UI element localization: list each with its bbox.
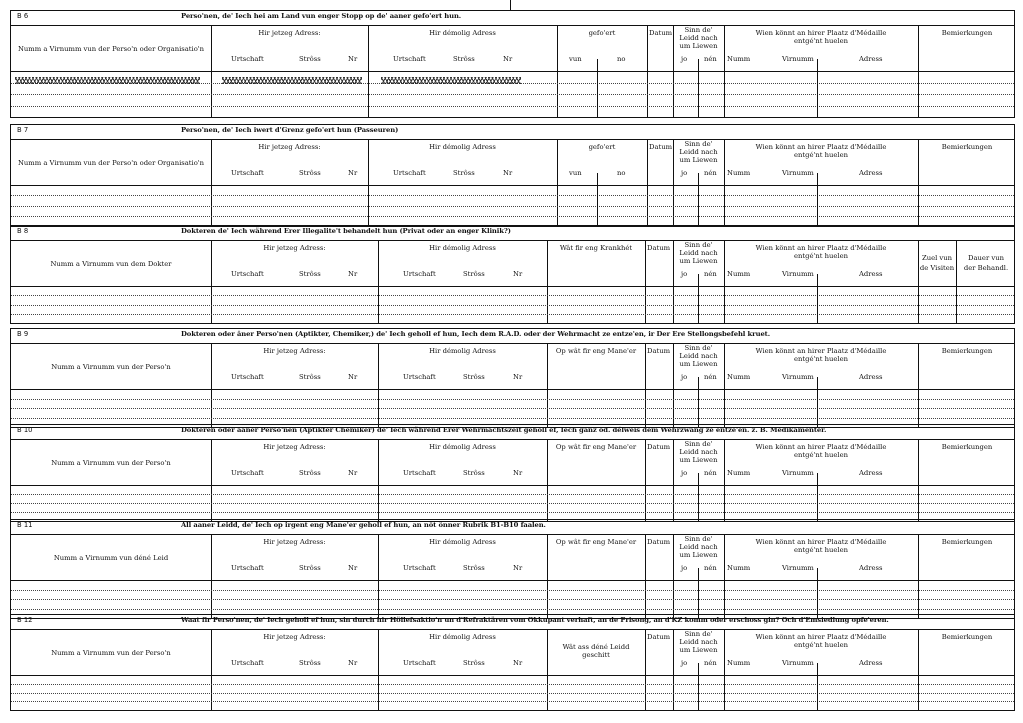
sinn-header-1: Sinn de' (684, 440, 713, 448)
nr-label: Nr (348, 373, 358, 381)
jo-nen-divider (698, 377, 699, 427)
urtschaft-label: Urtschaft (403, 373, 436, 381)
stross-label: Strôss (299, 564, 321, 572)
numm-virnumm-divider (817, 663, 818, 710)
sinn-header-3: um Liewen (679, 646, 718, 654)
section-title: All aaner Leidd, de' Iech op irgent eng Mane'er geholl ef hun, an nöt önner Rubrik B1-B10 faalen. (181, 521, 546, 529)
nr-label: Nr (348, 564, 358, 572)
datum-header: Datum (647, 633, 671, 641)
former-address-header: Hir démolig Adress (429, 347, 496, 355)
entry-line (11, 195, 1014, 196)
jo-nen-divider (698, 663, 699, 710)
entry-line (11, 609, 1014, 610)
name-column-header: Numm a Virnumm vun der Perso'n (51, 363, 171, 371)
column-divider (378, 534, 379, 618)
adress-label: Adress (859, 169, 883, 177)
datum-header: Datum (647, 538, 671, 546)
column-divider (547, 439, 548, 521)
section-header (11, 615, 1014, 630)
section-code: B 7 (17, 126, 29, 134)
nr-label: Nr (513, 564, 523, 572)
medal-header-1: Wien könnt an hirer Plaatz d'Médaille (755, 347, 887, 355)
nr-label: Nr (503, 55, 513, 63)
column-divider (645, 439, 646, 521)
name-column-header: Numm a Virnumm vun der Perso'n (51, 649, 171, 657)
header-separator (11, 71, 1014, 72)
numm-label: Numm (727, 564, 751, 572)
entry-line (11, 590, 1014, 591)
column-divider (918, 439, 919, 521)
registration-tick (510, 0, 511, 10)
nr-label: Nr (348, 469, 358, 477)
crossed-out-entry (15, 77, 200, 84)
urtschaft-label: Urtschaft (403, 659, 436, 667)
entry-line (11, 494, 1014, 495)
entry-line (11, 701, 1014, 702)
medal-header-2: entgé'nt huelen (794, 355, 848, 363)
nen-label: nén (704, 659, 717, 667)
column-divider (211, 343, 212, 427)
numm-label: Numm (727, 169, 751, 177)
sinn-header-2: Leidd nach (679, 34, 718, 42)
section-title: Waat fir Perso'nen, de' Iech geholl ef hun, sin durch hir Höllefsaktio'n un d'Refraktären vom Okkupant verhaft, an de Prisong, an d'KZ komm oder erschoss gin? Och d'Emsiedlung opfe'eren. (181, 616, 889, 624)
urtschaft-label: Urtschaft (231, 564, 264, 572)
name-column-header: Numm a Virnumm vun déné Leid (53, 554, 169, 562)
section-code: B 10 (17, 426, 33, 434)
virnumm-label: Virnumm (782, 469, 814, 477)
remarks-header: Bemierkungen (941, 538, 993, 546)
stross-label: Strôss (299, 270, 321, 278)
section-b9 (10, 328, 1015, 428)
medal-header-1: Wien könnt an hirer Plaatz d'Médaille (755, 29, 887, 37)
datum-header: Datum (649, 143, 673, 151)
stross-label: Strôss (299, 169, 321, 177)
sinn-header-3: um Liewen (679, 551, 718, 559)
method-header: Op wât fir eng Mane'er (555, 347, 637, 355)
entry-line (11, 684, 1014, 685)
header-separator (11, 389, 1014, 390)
section-title: Perso'nen, de' Iech hei am Land vun enger Stopp op de' aaner gefo'ert hun. (181, 12, 462, 20)
column-divider (918, 240, 919, 323)
column-divider (645, 240, 646, 323)
numm-virnumm-divider (817, 274, 818, 323)
jo-nen-divider (698, 473, 699, 521)
virnumm-label: Virnumm (782, 659, 814, 667)
numm-label: Numm (727, 659, 751, 667)
numm-virnumm-divider (817, 377, 818, 427)
stross-label: Strôss (453, 55, 475, 63)
former-address-header: Hir démolig Adress (429, 538, 496, 546)
numm-virnumm-divider (817, 59, 818, 117)
medal-header-2: entgé'nt huelen (794, 252, 848, 260)
jo-nen-divider (698, 274, 699, 323)
column-divider (918, 629, 919, 710)
urtschaft-label: Urtschaft (231, 469, 264, 477)
section-header (11, 125, 1014, 140)
form-sheet (10, 10, 1015, 711)
sinn-header-2: Leidd nach (679, 352, 718, 360)
column-divider (547, 240, 548, 323)
entry-line (11, 599, 1014, 600)
column-divider (645, 629, 646, 710)
sinn-header-1: Sinn de' (684, 535, 713, 543)
name-column-header: Numm a Virnumm vun der Perso'n oder Organisatio'n (17, 159, 205, 167)
header-separator (11, 185, 1014, 186)
virnumm-label: Virnumm (782, 55, 814, 63)
virnumm-label: Virnumm (782, 270, 814, 278)
remarks-header: Bemierkungen (941, 347, 993, 355)
entry-line (11, 206, 1014, 207)
datum-header: Datum (647, 443, 671, 451)
sinn-header-2: Leidd nach (679, 543, 718, 551)
entry-line (11, 693, 1014, 694)
entry-line (11, 295, 1014, 296)
remarks-header: Bemierkungen (941, 633, 993, 641)
former-address-header: Hir démolig Adress (429, 244, 496, 252)
crossed-out-entry (381, 77, 521, 84)
jo-label: jo (681, 270, 688, 278)
method-header: Op wât fir eng Mane'er (555, 443, 637, 451)
jo-label: jo (681, 564, 688, 572)
nr-label: Nr (513, 373, 523, 381)
stross-label: Strôss (299, 373, 321, 381)
entry-line (11, 418, 1014, 419)
entry-line (11, 305, 1014, 306)
stross-label: Strôss (299, 469, 321, 477)
sinn-header-1: Sinn de' (684, 630, 713, 638)
medal-header-2: entgé'nt huelen (794, 151, 848, 159)
gefoert-header: gefo'ert (588, 29, 616, 37)
column-divider (645, 343, 646, 427)
jo-nen-divider (698, 59, 699, 117)
medal-header-2: entgé'nt huelen (794, 641, 848, 649)
urtschaft-label: Urtschaft (231, 659, 264, 667)
name-column-header: Numm a Virnumm vun der Perso'n (51, 459, 171, 467)
visits-header-2: de Visiten (919, 264, 955, 272)
stross-label: Strôss (299, 55, 321, 63)
section-b12 (10, 614, 1015, 711)
current-address-header: Hir jetzeg Adress: (263, 244, 326, 252)
sinn-header-3: um Liewen (679, 360, 718, 368)
stross-label: Strôss (463, 373, 485, 381)
former-address-header: Hir démolig Adress (429, 633, 496, 641)
jo-label: jo (681, 55, 688, 63)
urtschaft-label: Urtschaft (403, 270, 436, 278)
column-divider (378, 240, 379, 323)
urtschaft-label: Urtschaft (393, 55, 426, 63)
stross-label: Strôss (463, 564, 485, 572)
column-divider (211, 534, 212, 618)
what-happened-header: Wât ass déné Leidd (562, 643, 630, 651)
sinn-header-2: Leidd nach (679, 249, 718, 257)
urtschaft-label: Urtschaft (231, 169, 264, 177)
sinn-header-1: Sinn de' (684, 241, 713, 249)
visits-header-1: Zuel vun (921, 254, 953, 262)
jo-nen-divider (698, 568, 699, 618)
section-code: B 12 (17, 616, 33, 624)
sinn-header-2: Leidd nach (679, 448, 718, 456)
urtschaft-label: Urtschaft (231, 373, 264, 381)
current-address-header: Hir jetzeg Adress: (263, 538, 326, 546)
datum-header: Datum (647, 244, 671, 252)
current-address-header: Hir jetzeg Adress: (258, 143, 321, 151)
header-separator (11, 485, 1014, 486)
numm-label: Numm (727, 270, 751, 278)
datum-header: Datum (647, 347, 671, 355)
numm-label: Numm (727, 373, 751, 381)
former-address-header: Hir démolig Adress (429, 143, 496, 151)
numm-virnumm-divider (817, 173, 818, 226)
duration-header-2: der Behandl. (963, 264, 1009, 272)
nr-label: Nr (348, 659, 358, 667)
entry-line (11, 314, 1014, 315)
medal-header-1: Wien könnt an hirer Plaatz d'Médaille (755, 143, 887, 151)
medal-header-1: Wien könnt an hirer Plaatz d'Médaille (755, 244, 887, 252)
former-address-header: Hir démolig Adress (429, 29, 496, 37)
column-divider (211, 439, 212, 521)
sinn-header-2: Leidd nach (679, 638, 718, 646)
sinn-header-3: um Liewen (679, 156, 718, 164)
entry-line (11, 512, 1014, 513)
stross-label: Strôss (463, 659, 485, 667)
gefoert-header: gefo'ert (588, 143, 616, 151)
entry-line (11, 399, 1014, 400)
section-header (11, 520, 1014, 535)
section-header (11, 226, 1014, 241)
entry-line (11, 106, 1014, 107)
nen-label: nén (704, 270, 717, 278)
remarks-header: Bemierkungen (941, 29, 993, 37)
nen-label: nén (704, 564, 717, 572)
vun-no-divider (597, 173, 598, 226)
vun-label: vun (569, 169, 582, 177)
adress-label: Adress (859, 564, 883, 572)
medal-header-2: entgé'nt huelen (794, 37, 848, 45)
sinn-header-1: Sinn de' (684, 140, 713, 148)
entry-line (11, 408, 1014, 409)
jo-label: jo (681, 373, 688, 381)
crossed-out-entry (222, 77, 362, 84)
section-header (11, 11, 1014, 26)
vun-label: vun (569, 55, 582, 63)
column-divider (211, 139, 212, 226)
column-divider (378, 629, 379, 710)
jo-label: jo (681, 659, 688, 667)
nr-label: Nr (348, 169, 358, 177)
method-header: Op wât fir eng Mane'er (555, 538, 637, 546)
virnumm-label: Virnumm (782, 564, 814, 572)
adress-label: Adress (859, 270, 883, 278)
column-divider (956, 240, 957, 323)
current-address-header: Hir jetzeg Adress: (258, 29, 321, 37)
nen-label: nén (704, 469, 717, 477)
numm-virnumm-divider (817, 568, 818, 618)
jo-nen-divider (698, 173, 699, 226)
nen-label: nén (704, 55, 717, 63)
column-divider (918, 343, 919, 427)
entry-line (11, 503, 1014, 504)
entry-line (11, 94, 1014, 95)
sinn-header-2: Leidd nach (679, 148, 718, 156)
stross-label: Strôss (463, 469, 485, 477)
nr-label: Nr (513, 469, 523, 477)
adress-label: Adress (859, 469, 883, 477)
numm-virnumm-divider (817, 473, 818, 521)
header-separator (11, 580, 1014, 581)
remarks-header: Bemierkungen (941, 443, 993, 451)
sinn-header-3: um Liewen (679, 257, 718, 265)
virnumm-label: Virnumm (782, 373, 814, 381)
jo-label: jo (681, 469, 688, 477)
header-separator (11, 675, 1014, 676)
remarks-header: Bemierkungen (941, 143, 993, 151)
what-happened-header-2: geschitt (582, 651, 610, 659)
section-code: B 9 (17, 330, 29, 338)
urtschaft-label: Urtschaft (393, 169, 426, 177)
section-code: B 8 (17, 227, 29, 235)
column-divider (557, 139, 558, 226)
vun-no-divider (597, 59, 598, 117)
section-title: Perso'nen, de' Iech iwert d'Grenz gefo'ert hun (Passeuren) (181, 126, 399, 134)
numm-label: Numm (727, 55, 751, 63)
current-address-header: Hir jetzeg Adress: (263, 443, 326, 451)
section-header (11, 425, 1014, 440)
stross-label: Strôss (299, 659, 321, 667)
nen-label: nén (704, 169, 717, 177)
numm-label: Numm (727, 469, 751, 477)
section-title: Dokteren oder aaner Perso'nen (Aptikter Chemiker) de' Iech während Erer Wehrmachtszeit geholl ef, Iech ganz od. délweis dem Wehrzwang ze entze'en. z. B. Medikamenter. (181, 426, 827, 434)
current-address-header: Hir jetzeg Adress: (263, 347, 326, 355)
entry-line (11, 216, 1014, 217)
nr-label: Nr (348, 55, 358, 63)
column-divider (647, 139, 648, 226)
section-b8 (10, 225, 1015, 324)
header-separator (11, 286, 1014, 287)
nr-label: Nr (348, 270, 358, 278)
urtschaft-label: Urtschaft (403, 469, 436, 477)
no-label: no (617, 169, 626, 177)
column-divider (378, 343, 379, 427)
name-column-header: Numm a Virnumm vun dem Dokter (50, 260, 172, 268)
adress-label: Adress (859, 659, 883, 667)
column-divider (547, 343, 548, 427)
adress-label: Adress (859, 373, 883, 381)
stross-label: Strôss (453, 169, 475, 177)
sinn-header-3: um Liewen (679, 456, 718, 464)
sinn-header-3: um Liewen (679, 42, 718, 50)
section-header (11, 329, 1014, 344)
nen-label: nén (704, 373, 717, 381)
column-divider (547, 629, 548, 710)
medal-header-1: Wien könnt an hirer Plaatz d'Médaille (755, 538, 887, 546)
urtschaft-label: Urtschaft (231, 270, 264, 278)
column-divider (918, 534, 919, 618)
sinn-header-1: Sinn de' (684, 344, 713, 352)
medal-header-2: entgé'nt huelen (794, 546, 848, 554)
column-divider (645, 534, 646, 618)
jo-label: jo (681, 169, 688, 177)
virnumm-label: Virnumm (782, 169, 814, 177)
section-title: Dokteren oder âner Perso'nen (Aptikter, Chemiker,) de' Iech geholl ef hun, Iech dem R.A.D. oder der Wehrmacht ze entze'en, ir Der Ere Stellongsbefehl kruet. (181, 330, 770, 338)
nr-label: Nr (513, 270, 523, 278)
column-divider (211, 240, 212, 323)
medal-header-1: Wien könnt an hirer Plaatz d'Médaille (755, 443, 887, 451)
nr-label: Nr (513, 659, 523, 667)
column-divider (547, 534, 548, 618)
duration-header-1: Dauer vun (968, 254, 1004, 262)
urtschaft-label: Urtschaft (403, 564, 436, 572)
former-address-header: Hir démolig Adress (429, 443, 496, 451)
current-address-header: Hir jetzeg Adress: (263, 633, 326, 641)
column-divider (211, 629, 212, 710)
section-b10 (10, 424, 1015, 522)
stross-label: Strôss (463, 270, 485, 278)
illness-header: Wât fir eng Krankhét (559, 244, 633, 252)
nr-label: Nr (503, 169, 513, 177)
datum-header: Datum (649, 29, 673, 37)
section-title: Dokteren de' Iech während Erer Illegalite't behandelt hun (Privat oder an enger Klinik?) (181, 227, 511, 235)
medal-header-2: entgé'nt huelen (794, 451, 848, 459)
section-code: B 11 (17, 521, 33, 529)
column-divider (378, 439, 379, 521)
medal-header-1: Wien könnt an hirer Plaatz d'Médaille (755, 633, 887, 641)
column-divider (368, 139, 369, 226)
section-b6 (10, 10, 1015, 118)
section-code: B 6 (17, 12, 29, 20)
adress-label: Adress (859, 55, 883, 63)
no-label: no (617, 55, 626, 63)
section-b7 (10, 124, 1015, 227)
sinn-header-1: Sinn de' (684, 26, 713, 34)
urtschaft-label: Urtschaft (231, 55, 264, 63)
name-column-header: Numm a Virnumm vun der Perso'n oder Organisatio'n (17, 45, 205, 53)
column-divider (918, 139, 919, 226)
section-b11 (10, 519, 1015, 619)
